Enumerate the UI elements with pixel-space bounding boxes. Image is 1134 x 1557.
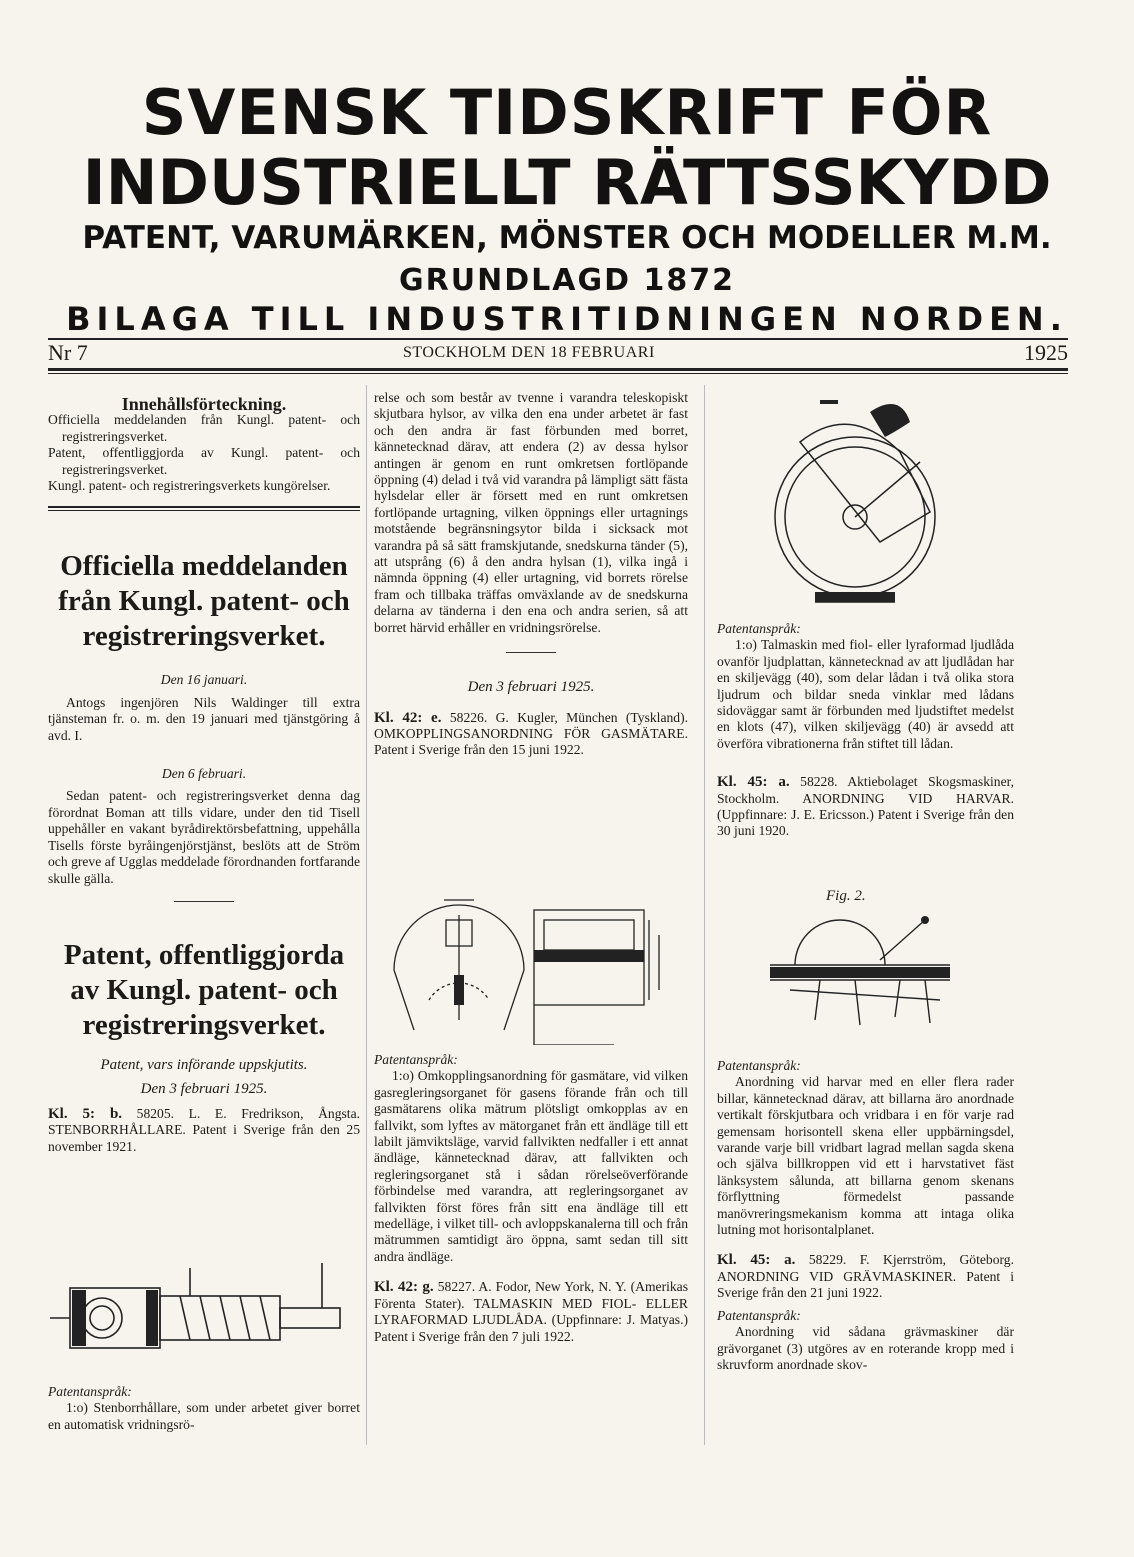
patent-58226-claim: 1:o) Omkopplingsanordning för gasmätare, vid vilken gasregleringsorganet för gasens förande från och till gasmätarens olika mätrum plötsligt omkopplas av en fallvikt, som lyftes av mätorganet från ett ändläge till ett labilt jämviktsläge, varvid fallvikten nedfaller i ett annat ändläge, kännetecknad därav, att fallvikten och regleringsorganet stå i sådan rörelseöverförande förbindelse med varandra, att regleringsorganet av fallvikten först föres från sitt ena ändläge till ett medelläge, i vilket till- och avloppskanalerna till och från mätrummen samtidigt äro öppna, samt sedan till sitt andra ändläge. — [374, 1068, 688, 1264]
figure-gasmatare — [384, 880, 684, 1045]
official-paragraph-1: Antogs ingenjören Nils Waldinger till extra tjänsteman fr. o. m. den 19 januari med tjänstgöring å avd. I. — [48, 694, 360, 743]
official-heading: Officiella meddelanden från Kungl. patent- och registreringsverket. — [58, 550, 350, 653]
column-3-lower — [717, 1058, 1014, 1373]
patent-58227-claim: 1:o) Talmaskin med fiol- eller lyraformad ljudlåda ovanför ljudplattan, kännetecknad av att ljudlådan har en skiljevägg (40), som delar lådan i två olika stora ljudrum och bildar sneda vinklar med lådans sidoväggar samt är förbunden med ljudstiftet medelst en klots (47), vilken skiljevägg (40) är avsedd att överföra vibrationerna från stiftet till lådan. — [717, 637, 1014, 751]
patent-58229-claim: Anordning vid sådana grävmaskiner där grävorganet (3) utgöres av en roterande kropp med i skruvform anordnade skov- — [717, 1324, 1014, 1372]
patent-entry-text: 58227. A. Fodor, New York, N. Y. (Amerikas Förenta Stater). TALMASKIN MED FIOL- ELLER LYRAFORMAD LJUDLÅDA. (Uppfinnare: J. Matyas.) Patent i Sverige från den 7 juli 1922. — [374, 1279, 688, 1344]
toc-item-1: Officiella meddelanden från Kungl. patent- och registreringsverket. — [48, 412, 360, 444]
patent-entry-text: 58205. L. E. Fredrikson, Ångsta. STENBORRHÅLLARE. Patent i Sverige från den 25 november 1921. — [48, 1105, 360, 1154]
column-2-lower — [374, 1052, 688, 1345]
patent-class: Kl. 42: g. — [374, 1279, 434, 1296]
masthead-rule-bottom — [48, 368, 1068, 371]
toc-divider — [48, 506, 360, 511]
toc-item-2: Patent, offentliggjorda av Kungl. patent- och registreringsverket. — [48, 445, 360, 477]
issue-year: 1925 — [1024, 340, 1068, 365]
patent-entry-text: 58229. F. Kjerrström, Göteborg. ANORDNING VID GRÄVMASKINER. Patent i Sverige från den 21 juni 1922. — [717, 1252, 1014, 1301]
masthead-line-4: GRUNDLAGD 1872 — [399, 263, 735, 298]
figure-talmaskin — [760, 392, 960, 614]
toc-title: Innehållsförteckning. — [121, 394, 287, 414]
figure-harv-label: Fig. 2. — [826, 888, 866, 904]
official-date-1: Den 16 januari. — [160, 672, 248, 688]
patent-58205-claim-continuation: relse och som består av tvenne i varandra teleskopiskt skjutbara hylsor, av vilka den ena under arbetet är fast och den andra är fast förbunden med borret, kännetecknad därav, att endera (2) av dessa hylsor antingen är genom en runt omkretsen fortlöpande öppning (4) delad i två vid varandra på lämpligt sätt fästa hylsdelar eller är försett med en runt omkretsen fortlöpande urtagning, vilken öppnings eller urtagnings motstående begränsningsytor bilda i sicksack mot varandra på så sätt framskjutande, snedskurna tänder (5), att utsprång (6) å den andra hylsan (1), vilka ingå i nämnda öppning (4) eller urtagning, vid borrets rörelse fram och tillbaka träffas omväxlande av de snedskurna delarna av tänderna i den ena och andra serien, så att borret härvid erhåller en vridningsrörelse. — [374, 390, 688, 635]
official-date-2: Den 6 februari. — [161, 766, 247, 782]
patent-58205-claim: 1:o) Stenborrhållare, som under arbetet giver borret en automatisk vridningsrö- — [48, 1400, 360, 1432]
patent-entry-58205 — [48, 1106, 360, 1155]
patent-58226-claim-label: Patentanspråk: — [374, 1052, 458, 1067]
toc-item-3: Kungl. patent- och registreringsverkets kungörelser. — [48, 478, 331, 494]
issue-place-date: STOCKHOLM DEN 18 FEBRUARI — [403, 344, 655, 361]
dateline — [48, 340, 1068, 366]
patent-entry-58229 — [717, 1252, 1014, 1301]
short-divider-1 — [174, 901, 234, 902]
patent-58229-claim-label: Patentanspråk: — [717, 1307, 801, 1323]
figure-stenborrhallare — [50, 1258, 360, 1378]
patents-subheading: Patent, vars införande uppskjutits. — [100, 1056, 308, 1073]
patent-58205-claim-label: Patentanspråk: — [48, 1384, 132, 1399]
masthead-line-2: INDUSTRIELLT RÄTTSSKYDD — [82, 146, 1052, 219]
patent-entry-58227 — [374, 1279, 688, 1345]
short-divider-2 — [506, 652, 556, 653]
patent-entry-text: 58226. G. Kugler, München (Tyskland). OMKOPPLINGSANORDNING FÖR GASMÄTARE. Patent i Sverige från den 15 juni 1922. — [374, 709, 688, 758]
column-2 — [374, 390, 688, 759]
patents-date: Den 3 februari 1925. — [140, 1081, 268, 1098]
patent-58228-claim-label: Patentanspråk: — [717, 1058, 801, 1073]
patent-class: Kl. 45: a. — [717, 1252, 796, 1269]
column-divider-2 — [704, 385, 705, 1445]
patent-entry-58228 — [717, 774, 1014, 840]
patent-class: Kl. 5: b. — [48, 1105, 123, 1122]
issue-number: Nr 7 — [48, 340, 88, 365]
col2-date: Den 3 februari 1925. — [467, 679, 595, 696]
column-3 — [717, 621, 1014, 840]
figure-harv — [760, 905, 970, 1045]
patent-entry-58226 — [374, 710, 688, 759]
patent-58228-claim: Anordning vid harvar med en eller flera rader billar, kännetecknad därav, att billarna äro anordnade vertikalt förskjutbara och vridbara i en för varje rad gemensam horisontell skena eller uppbärningsdel, varande varje bill vridbart lagrad mellan sagda skena och själva billkroppen vid ett i harvstativet fäst länksystem sålunda, att billarna genom skenans förflyttning förmedelst passande manövreringsmekanism komma att intaga olika lutning mot horisontalplanet. — [717, 1074, 1014, 1238]
patent-58227-claim-label: Patentanspråk: — [717, 621, 801, 636]
column-1 — [48, 396, 360, 1155]
column-divider-1 — [366, 385, 367, 1445]
masthead-line-5: BILAGA TILL INDUSTRITIDNINGEN NORDEN. — [66, 300, 1068, 338]
patent-entry-text: 58228. Aktiebolaget Skogsmaskiner, Stockholm. ANORDNING VID HARVAR. (Uppfinnare: J. E. Ericsson.) Patent i Sverige från den 30 juni 1920. — [717, 774, 1014, 839]
masthead-line-1: SVENSK TIDSKRIFT FÖR — [141, 76, 993, 149]
patent-58205-claim-block — [48, 1384, 360, 1433]
masthead-line-3: PATENT, VARUMÄRKEN, MÖNSTER OCH MODELLER M.M. — [82, 220, 1052, 256]
official-paragraph-2: Sedan patent- och registreringsverket denna dag förordnat Boman att tills vidare, under den tid Tisell uppehåller en vakant byrådirektörsbefattning, uppehålla Tisells förste byråingenjörstjänst, beslöts att de Ström och greve af Ugglas meddelade förordnanden fortfarande skulle gälla. — [48, 788, 360, 886]
patent-class: Kl. 42: e. — [374, 709, 442, 726]
patents-heading: Patent, offentliggjorda av Kungl. patent- och registreringsverket. — [63, 938, 345, 1041]
patent-class: Kl. 45: a. — [717, 774, 790, 791]
masthead-rule-bottom-thin — [48, 373, 1068, 374]
